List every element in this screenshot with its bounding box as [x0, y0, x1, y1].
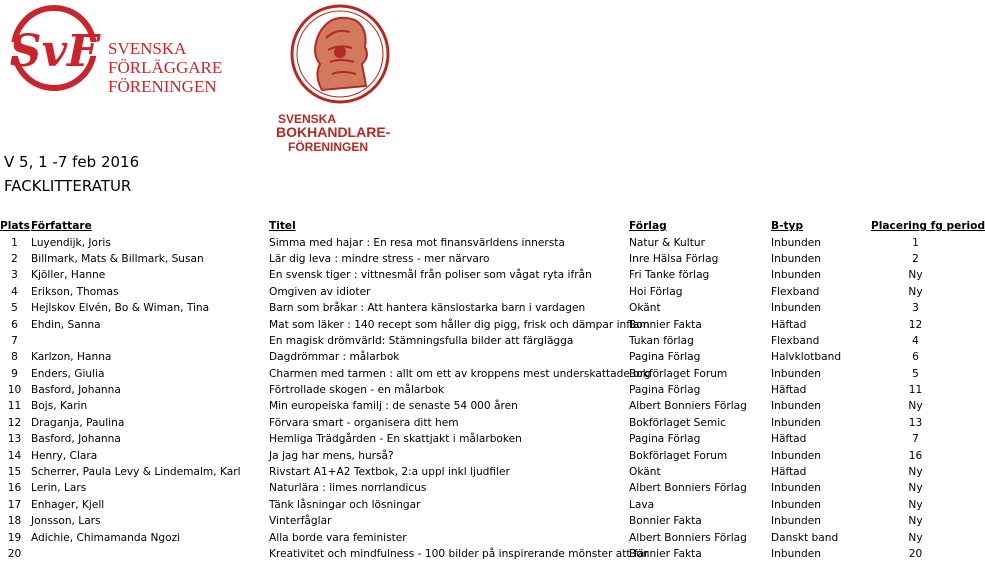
plats-cell: 19: [7, 531, 22, 544]
publisher-cell: Inre Hälsa Förlag: [629, 252, 719, 265]
sbf-medallion-icon: [292, 6, 388, 102]
previous-rank-cell: 2: [912, 252, 919, 265]
previous-rank-cell: 6: [912, 351, 919, 364]
plats-cell: 11: [7, 400, 22, 413]
binding-cell: Halvklotband: [771, 351, 842, 364]
author-cell: Adichie, Chimamanda Ngozi: [31, 531, 181, 544]
author-cell: Kjöller, Hanne: [31, 269, 106, 282]
plats-cell: 15: [7, 466, 22, 479]
publisher-cell: Okänt: [629, 466, 661, 479]
publisher-cell: Fri Tanke förlag: [629, 269, 710, 282]
binding-cell: Inbunden: [771, 302, 821, 315]
previous-rank-cell: Ny: [908, 269, 923, 282]
title-cell: Tänk låsningar och lösningar: [269, 498, 421, 511]
binding-cell: Inbunden: [771, 236, 821, 249]
table-body: [0, 234, 960, 562]
column-header-titel: Titel: [269, 220, 296, 233]
plats-cell: 3: [11, 269, 18, 282]
binding-cell: Inbunden: [771, 498, 821, 511]
binding-cell: Inbunden: [771, 269, 821, 282]
author-cell: Billmark, Mats & Billmark, Susan: [31, 252, 204, 265]
previous-rank-cell: Ny: [908, 531, 923, 544]
title-cell: Barn som bråkar : Att hantera känslostarka barn i vardagen: [269, 302, 586, 315]
binding-cell: Inbunden: [771, 367, 821, 380]
previous-rank-cell: 1: [912, 236, 919, 249]
binding-cell: Inbunden: [771, 482, 821, 495]
previous-rank-cell: 12: [908, 318, 923, 331]
title-cell: Naturlära : limes norrlandicus: [269, 482, 427, 495]
table-row: [0, 382, 960, 398]
publisher-cell: Hoi Förlag: [629, 285, 683, 298]
binding-cell: Inbunden: [771, 400, 821, 413]
publisher-cell: Pagina Förlag: [629, 351, 701, 364]
plats-cell: 12: [7, 416, 22, 429]
previous-rank-cell: 5: [912, 367, 919, 380]
sbf-line-2: BOKHANDLARE-: [276, 124, 391, 140]
svf-line-1: SVENSKA: [108, 39, 187, 58]
table-row: [0, 349, 960, 365]
sbf-logo: [270, 2, 405, 154]
binding-cell: Inbunden: [771, 449, 821, 462]
table-row: [0, 415, 960, 431]
svf-line-3: FÖRENINGEN: [108, 77, 217, 96]
plats-cell: 2: [11, 252, 18, 265]
author-cell: Scherrer, Paula Levy & Lindemalm, Karl: [31, 466, 241, 479]
table-row: [0, 398, 960, 414]
table-row: [0, 431, 960, 447]
publisher-cell: Tukan förlag: [629, 334, 694, 347]
svf-logo: [2, 2, 232, 94]
publisher-cell: Lava: [629, 498, 655, 511]
publisher-cell: Bokförlaget Forum: [629, 367, 728, 380]
table-row: [0, 284, 960, 300]
title-cell: Hemliga Trädgården - En skattjakt i målarboken: [269, 433, 522, 446]
author-cell: Henry, Clara: [31, 449, 98, 462]
plats-cell: 1: [11, 236, 18, 249]
previous-rank-cell: 20: [908, 548, 923, 560]
plats-cell: 10: [7, 384, 22, 397]
plats-cell: 14: [7, 449, 22, 462]
plats-cell: 7: [11, 334, 18, 347]
table-row: [0, 546, 960, 562]
previous-rank-cell: 16: [908, 449, 923, 462]
binding-cell: Häftad: [771, 318, 807, 331]
binding-cell: Danskt band: [771, 531, 839, 544]
title-cell: Kreativitet och mindfulness - 100 bilder på inspirerande mönster att fär: [269, 548, 649, 560]
publisher-cell: Natur & Kultur: [629, 236, 705, 249]
author-cell: Erikson, Thomas: [31, 285, 119, 298]
author-cell: Jonsson, Lars: [31, 515, 101, 528]
binding-cell: Häftad: [771, 433, 807, 446]
plats-cell: 17: [7, 498, 22, 511]
column-header-placering: Placering fg period: [871, 220, 985, 233]
author-cell: Karlzon, Hanna: [31, 351, 112, 364]
sbf-line-1: SVENSKA: [278, 112, 337, 126]
binding-cell: Inbunden: [771, 416, 821, 429]
plats-cell: 5: [11, 302, 18, 315]
author-cell: Lerin, Lars: [31, 482, 87, 495]
previous-rank-cell: Ny: [908, 466, 923, 479]
publisher-cell: Pagina Förlag: [629, 384, 701, 397]
title-cell: Lär dig leva : mindre stress - mer närvaro: [269, 252, 490, 265]
title-cell: Rivstart A1+A2 Textbok, 2:a uppl inkl ljudfiler: [269, 466, 510, 479]
author-cell: Ehdin, Sanna: [31, 318, 101, 331]
plats-cell: 9: [11, 367, 18, 380]
column-header-forlag: Förlag: [629, 220, 667, 233]
table-row: [0, 366, 960, 382]
publisher-cell: Albert Bonniers Förlag: [629, 400, 747, 413]
binding-cell: Häftad: [771, 466, 807, 479]
svf-line-2: FÖRLÄGGARE: [108, 58, 223, 77]
table-row: [0, 529, 960, 545]
table-row: [0, 447, 960, 463]
table-row: [0, 464, 960, 480]
plats-cell: 4: [11, 285, 18, 298]
binding-cell: Inbunden: [771, 252, 821, 265]
author-cell: Bojs, Karin: [31, 400, 88, 413]
table-row: [0, 300, 960, 316]
column-header-btyp: B-typ: [771, 220, 804, 233]
title-cell: Förtrollade skogen - en målarbok: [269, 384, 445, 397]
previous-rank-cell: Ny: [908, 482, 923, 495]
title-cell: Alla borde vara feminister: [269, 531, 407, 544]
author-cell: Basford, Johanna: [31, 384, 121, 397]
title-cell: Charmen med tarmen : allt om ett av kroppens mest underskattade org: [269, 367, 651, 380]
title-cell: Simma med hajar : En resa mot finansvärldens innersta: [269, 236, 565, 249]
title-cell: Mat som läker : 140 recept som håller dig pigg, frisk och dämpar inflam: [269, 318, 650, 331]
table-row: [0, 234, 960, 250]
publisher-cell: Bokförlaget Semic: [629, 416, 726, 429]
svf-monogram: [2, 8, 102, 88]
previous-rank-cell: Ny: [908, 515, 923, 528]
table-row: [0, 267, 960, 283]
plats-cell: 13: [7, 433, 22, 446]
table-row: [0, 497, 960, 513]
binding-cell: Flexband: [771, 285, 820, 298]
previous-rank-cell: 4: [912, 334, 919, 347]
column-header-forfattare: Författare: [31, 220, 92, 233]
title-cell: En svensk tiger : vittnesmål från poliser som vågat ryta ifrån: [269, 269, 592, 282]
table-row: [0, 333, 960, 349]
plats-cell: 8: [11, 351, 18, 364]
binding-cell: Inbunden: [771, 515, 821, 528]
publisher-cell: Bokförlaget Forum: [629, 449, 728, 462]
binding-cell: Häftad: [771, 384, 807, 397]
table-row: [0, 480, 960, 496]
plats-cell: 16: [7, 482, 22, 495]
plats-cell: 20: [7, 548, 22, 560]
previous-rank-cell: 13: [908, 416, 923, 429]
previous-rank-cell: Ny: [908, 400, 923, 413]
publisher-cell: Pagina Förlag: [629, 433, 701, 446]
title-cell: Omgiven av idioter: [269, 285, 371, 298]
table-row: [0, 316, 960, 332]
list-header: [4, 150, 139, 198]
svf-monogram-text: SvF: [9, 26, 99, 77]
publisher-cell: Albert Bonniers Förlag: [629, 482, 747, 495]
author-cell: [29, 333, 269, 349]
plats-cell: 18: [7, 515, 22, 528]
publisher-cell: Bonnier Fakta: [629, 318, 702, 331]
bestseller-table: [0, 218, 985, 562]
author-cell: [29, 546, 269, 562]
author-cell: Basford, Johanna: [31, 433, 121, 446]
title-cell: Förvara smart - organisera ditt hem: [269, 416, 459, 429]
week-title: V 5, 1 -7 feb 2016: [4, 153, 140, 171]
publisher-cell: Bonnier Fakta: [629, 548, 702, 560]
category-title: FACKLITTERATUR: [4, 177, 132, 195]
title-cell: En magisk drömvärld: Stämningsfulla bilder att färglägga: [269, 334, 574, 347]
previous-rank-cell: Ny: [908, 285, 923, 298]
author-cell: Hejlskov Elvén, Bo & Wiman, Tina: [31, 302, 210, 315]
previous-rank-cell: 3: [912, 302, 919, 315]
author-cell: Enders, Giulia: [31, 367, 105, 380]
publisher-cell: Okänt: [629, 302, 661, 315]
binding-cell: Flexband: [771, 334, 820, 347]
sbf-line-3: FÖRENINGEN: [288, 140, 369, 154]
author-cell: Luyendijk, Joris: [31, 236, 111, 249]
table-row: [0, 513, 960, 529]
publisher-cell: Bonnier Fakta: [629, 515, 702, 528]
title-cell: Dagdrömmar : målarbok: [269, 351, 400, 364]
previous-rank-cell: 7: [912, 433, 919, 446]
table-row: [0, 251, 960, 267]
table-header-row: [0, 218, 960, 234]
title-cell: Ja jag har mens, hurså?: [269, 449, 394, 462]
author-cell: Draganja, Paulina: [31, 416, 125, 429]
title-cell: Vinterfåglar: [269, 515, 332, 528]
author-cell: Enhager, Kjell: [31, 498, 105, 511]
plats-cell: 6: [11, 318, 18, 331]
title-cell: Min europeiska familj : de senaste 54 000 åren: [269, 400, 518, 413]
column-header-plats: Plats: [0, 220, 30, 233]
publisher-cell: Albert Bonniers Förlag: [629, 531, 747, 544]
binding-cell: Inbunden: [771, 548, 821, 560]
previous-rank-cell: 11: [908, 384, 923, 397]
previous-rank-cell: Ny: [908, 498, 923, 511]
